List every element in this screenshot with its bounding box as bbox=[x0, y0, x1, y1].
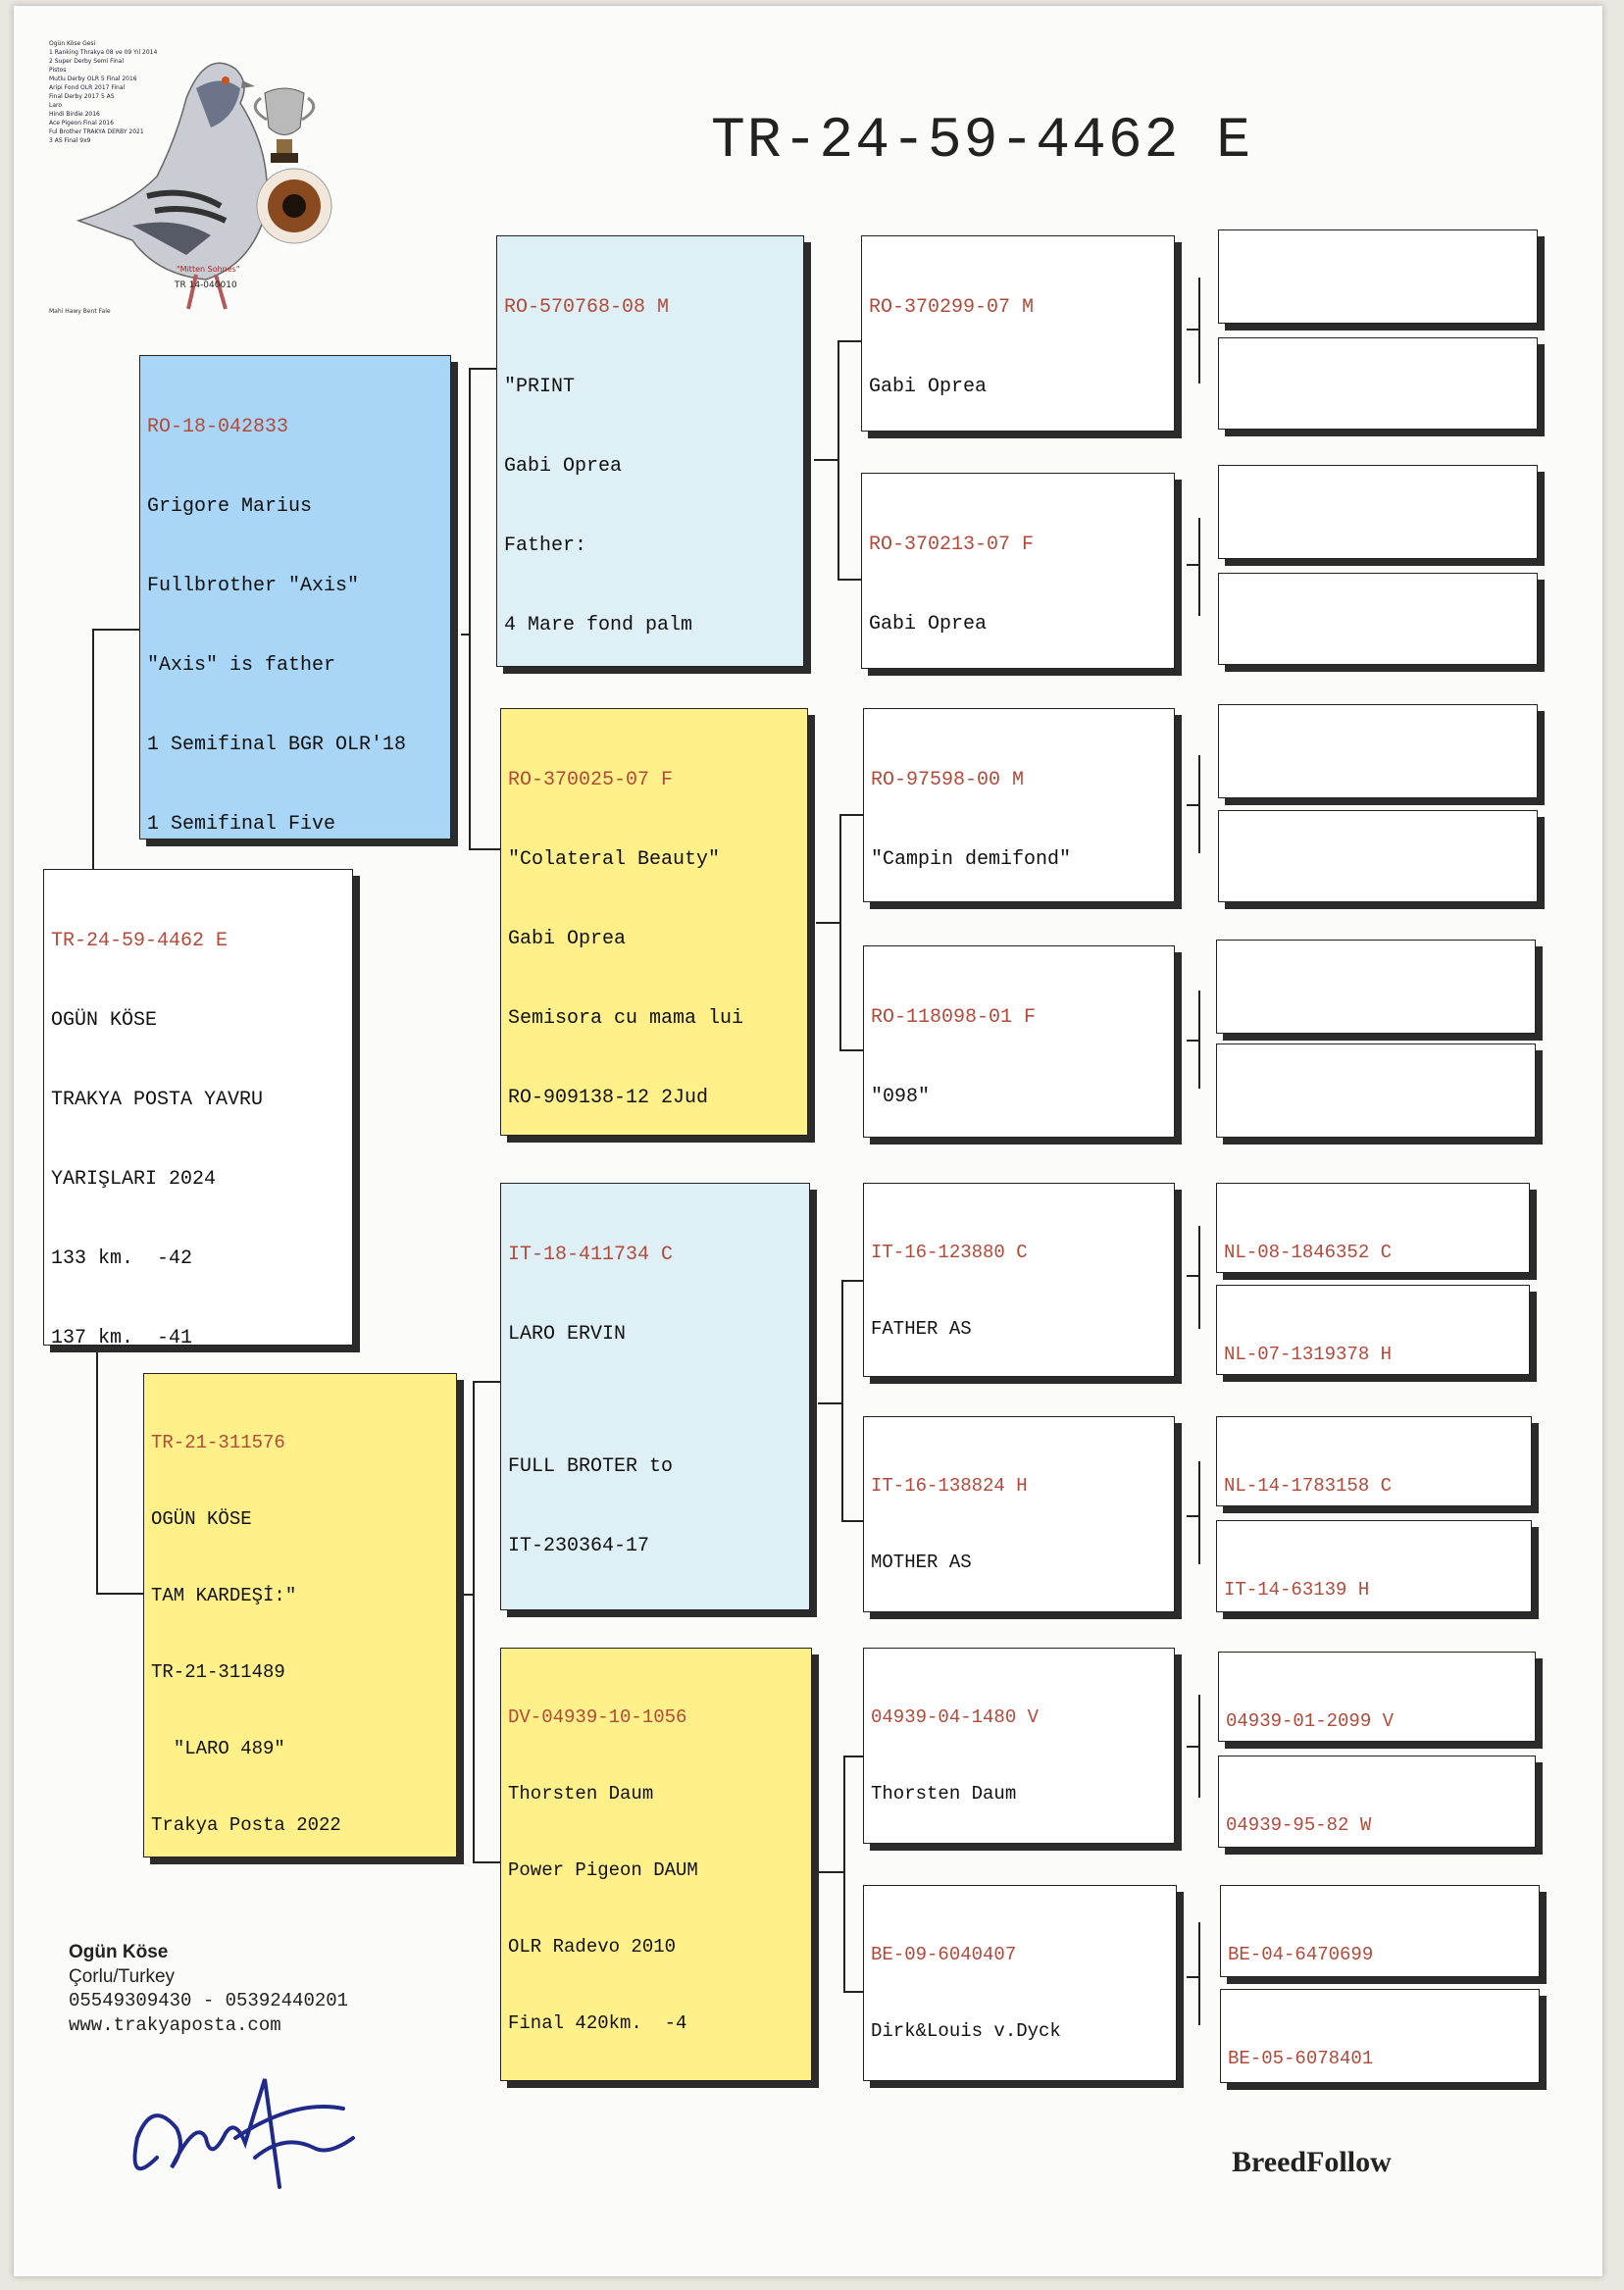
ring-number: RO-570768-08 M bbox=[504, 296, 670, 319]
breeder-phones: 05549309430 - 05392440201 bbox=[69, 1990, 349, 2011]
pedigree-box-sss[interactable] bbox=[861, 235, 1175, 432]
pedigree-box-gen4[interactable] bbox=[1218, 810, 1538, 902]
box-line: "Axis" is father bbox=[147, 654, 336, 677]
pedigree-box-gen4[interactable] bbox=[1216, 1183, 1530, 1273]
pedigree-box-gen4[interactable] bbox=[1220, 1885, 1540, 1977]
ring-number: IT-16-138824 H bbox=[871, 1475, 1028, 1497]
connector bbox=[1198, 518, 1200, 616]
ring-number: 04939-95-82 W bbox=[1226, 1814, 1372, 1836]
pedigree-box-gen4[interactable] bbox=[1218, 573, 1538, 665]
connector bbox=[1187, 564, 1200, 566]
breeder-city: Çorlu/Turkey bbox=[69, 1966, 176, 1987]
tiny-line: 1 Ranking Thrakya 08 ve 09 Yıl 2014 bbox=[49, 49, 158, 56]
connector bbox=[837, 579, 861, 581]
tiny-line: 3 AS Final 9x9 bbox=[49, 137, 91, 144]
connector bbox=[1187, 1040, 1200, 1042]
tiny-line: Final Derby 2017 5 AS bbox=[49, 93, 115, 100]
ring-number: 04939-01-2099 V bbox=[1226, 1710, 1395, 1732]
connector bbox=[839, 1049, 863, 1051]
pigeon-ring: TR 14-040010 bbox=[175, 280, 237, 290]
pedigree-box-gen4[interactable] bbox=[1220, 1989, 1540, 2083]
pedigree-box-sire[interactable] bbox=[139, 355, 451, 840]
tiny-line: 2 Super Derby Semi Final bbox=[49, 58, 125, 65]
pedigree-box-gen4[interactable] bbox=[1218, 1652, 1536, 1742]
pedigree-box-subject[interactable] bbox=[43, 869, 353, 1346]
tiny-line: Pistos bbox=[49, 67, 67, 74]
pedigree-box-gen4[interactable] bbox=[1216, 1416, 1532, 1506]
ring-number: NL-14-1783158 C bbox=[1224, 1475, 1393, 1497]
connector bbox=[1187, 329, 1200, 331]
box-line: Gabi Oprea bbox=[504, 455, 623, 478]
connector bbox=[473, 1381, 500, 1383]
box-line: "Campin demifond" bbox=[871, 848, 1072, 871]
box-line: 1 Semifinal Five bbox=[147, 813, 336, 836]
box-line: IT-230364-17 bbox=[508, 1535, 650, 1557]
pedigree-box-gen4[interactable] bbox=[1216, 1043, 1536, 1138]
pedigree-box-dd[interactable] bbox=[500, 1648, 812, 2081]
tiny-line: Ace Pigeon Final 2016 bbox=[49, 120, 114, 127]
pedigree-box-gen4[interactable] bbox=[1218, 229, 1538, 324]
connector bbox=[1187, 1746, 1200, 1748]
pedigree-box-gen4[interactable] bbox=[1216, 1520, 1532, 1612]
pedigree-box-gen4[interactable] bbox=[1218, 1756, 1536, 1848]
box-line: Father: bbox=[504, 534, 587, 557]
pedigree-box-gen4[interactable] bbox=[1218, 337, 1538, 430]
pedigree-box-dds[interactable] bbox=[863, 1648, 1175, 1844]
ring-number: BE-09-6040407 bbox=[871, 1944, 1017, 1965]
connector bbox=[818, 1871, 845, 1873]
ring-number: RO-97598-00 M bbox=[871, 769, 1025, 791]
pedigree-title: TR-24-59-4462 E bbox=[711, 110, 1253, 174]
connector bbox=[841, 1520, 863, 1522]
connector bbox=[96, 1593, 143, 1595]
ring-number: IT-18-411734 C bbox=[508, 1244, 674, 1266]
pedigree-box-gen4[interactable] bbox=[1218, 704, 1538, 798]
box-line: LARO ERVIN bbox=[508, 1323, 627, 1346]
box-line: Grigore Marius bbox=[147, 495, 313, 518]
pedigree-box-dsd[interactable] bbox=[863, 1416, 1175, 1612]
pigeon-eye-icon bbox=[257, 169, 331, 243]
breeder-name: Ogün Köse bbox=[69, 1942, 169, 1962]
connector bbox=[1187, 1275, 1200, 1277]
connector bbox=[814, 459, 839, 461]
box-line: "LARO 489" bbox=[151, 1738, 285, 1759]
box-line: "Colateral Beauty" bbox=[508, 848, 721, 871]
pigeon-name: "Mitten Sohnes" bbox=[177, 265, 240, 274]
connector bbox=[843, 1756, 863, 1757]
connector bbox=[92, 629, 94, 869]
pedigree-box-dam[interactable] bbox=[143, 1373, 457, 1857]
box-line: FATHER AS bbox=[871, 1318, 972, 1340]
box-line: 137 km. -41 bbox=[51, 1327, 193, 1346]
connector bbox=[1187, 1976, 1200, 1978]
connector bbox=[839, 814, 863, 816]
connector bbox=[469, 848, 500, 850]
connector bbox=[818, 1402, 843, 1404]
connector bbox=[1198, 278, 1200, 383]
box-line: 1 Semifinal BGR OLR'18 bbox=[147, 734, 407, 756]
box-line: Fullbrother "Axis" bbox=[147, 575, 360, 597]
connector bbox=[839, 814, 841, 1049]
brand-logo: BreedFollow bbox=[1232, 2146, 1392, 2178]
pedigree-box-ssd[interactable] bbox=[861, 473, 1175, 669]
ring-number: TR-21-311576 bbox=[151, 1432, 285, 1453]
pigeon-illustration bbox=[39, 29, 451, 324]
breeder-contact bbox=[69, 1940, 348, 2038]
box-line: Trakya Posta 2022 bbox=[151, 1814, 341, 1836]
ring-number: NL-07-1319378 H bbox=[1224, 1344, 1393, 1365]
connector bbox=[843, 1991, 863, 1993]
connector bbox=[92, 629, 139, 631]
connector bbox=[1198, 1922, 1200, 2025]
connector bbox=[837, 340, 861, 342]
connector bbox=[841, 1280, 863, 1282]
box-line: Gabi Oprea bbox=[869, 376, 988, 398]
box-line: Thorsten Daum bbox=[871, 1783, 1017, 1805]
tiny-line: Ogün Köse Gesi bbox=[49, 40, 96, 47]
box-line: TAM KARDEŞİ:" bbox=[151, 1585, 297, 1606]
ring-number: RO-118098-01 F bbox=[871, 1006, 1037, 1029]
box-line: "098" bbox=[871, 1086, 931, 1108]
ring-number: IT-16-123880 C bbox=[871, 1242, 1028, 1263]
pedigree-box-ds[interactable] bbox=[500, 1183, 810, 1610]
box-line: OLR Radevo 2010 bbox=[508, 1936, 677, 1958]
ring-number: TR-24-59-4462 E bbox=[51, 930, 228, 952]
ring-number: NL-08-1846352 C bbox=[1224, 1242, 1393, 1263]
box-line: 133 km. -42 bbox=[51, 1247, 193, 1270]
connector bbox=[1198, 1226, 1200, 1329]
ring-number: BE-05-6078401 bbox=[1228, 2048, 1374, 2069]
box-line: Gabi Oprea bbox=[869, 613, 988, 636]
ring-number: IT-14-63139 H bbox=[1224, 1579, 1370, 1601]
tiny-line: Mutlu Derby OLR 5 Final 2016 bbox=[49, 76, 137, 82]
pedigree-box-ddd[interactable] bbox=[863, 1885, 1177, 2081]
trophy-icon bbox=[255, 88, 314, 163]
pedigree-box-sdd[interactable] bbox=[863, 945, 1175, 1138]
box-line: Gabi Oprea bbox=[508, 928, 627, 950]
header-caption: Mahi Hawy Bent Fale bbox=[49, 308, 111, 315]
pedigree-box-sd[interactable] bbox=[500, 708, 808, 1136]
connector bbox=[841, 1280, 843, 1520]
ring-number: RO-18-042833 bbox=[147, 416, 289, 438]
connector bbox=[96, 1348, 98, 1593]
connector bbox=[469, 368, 471, 848]
tiny-line: Ful Brother TRAKYA DERBY 2021 bbox=[49, 128, 144, 135]
ring-number: RO-370299-07 M bbox=[869, 296, 1035, 319]
pedigree-box-sds[interactable] bbox=[863, 708, 1175, 902]
box-line: OGÜN KÖSE bbox=[51, 1009, 158, 1032]
box-line: FULL BROTER to bbox=[508, 1455, 674, 1478]
connector bbox=[1187, 1515, 1200, 1517]
box-line: YARIŞLARI 2024 bbox=[51, 1168, 217, 1191]
pedigree-box-gen4[interactable] bbox=[1216, 1285, 1530, 1375]
connector bbox=[473, 1381, 475, 1861]
header-card bbox=[39, 29, 451, 324]
pedigree-box-gen4[interactable] bbox=[1216, 940, 1536, 1034]
box-line: Final 420km. -4 bbox=[508, 2012, 687, 2034]
signature-image bbox=[118, 2040, 373, 2197]
box-line: Dirk&Louis v.Dyck bbox=[871, 2020, 1061, 2042]
tiny-line: Hindi Birdie 2016 bbox=[49, 111, 100, 118]
ring-number: BE-04-6470699 bbox=[1228, 1944, 1374, 1965]
box-line: MOTHER AS bbox=[871, 1552, 972, 1573]
pedigree-box-dss[interactable] bbox=[863, 1183, 1175, 1377]
box-line: Semisora cu mama lui bbox=[508, 1007, 744, 1030]
box-line: "PRINT bbox=[504, 376, 576, 398]
box-line: TRAKYA POSTA YAVRU bbox=[51, 1089, 264, 1111]
ring-number: 04939-04-1480 V bbox=[871, 1706, 1040, 1728]
pedigree-box-gen4[interactable] bbox=[1218, 465, 1538, 559]
connector bbox=[469, 368, 496, 370]
breeder-website[interactable]: www.trakyaposta.com bbox=[69, 2014, 281, 2036]
connector bbox=[461, 634, 471, 636]
connector bbox=[463, 1594, 475, 1596]
ring-number: RO-370025-07 F bbox=[508, 769, 674, 791]
ring-number: DV-04939-10-1056 bbox=[508, 1706, 687, 1728]
tiny-line: Laro bbox=[49, 102, 63, 109]
tiny-line: Aripi Fond OLR 2017 Final bbox=[49, 84, 126, 91]
box-line: Thorsten Daum bbox=[508, 1783, 654, 1805]
box-line: 4 Mare fond palm bbox=[504, 614, 693, 636]
box-line: Power Pigeon DAUM bbox=[508, 1859, 698, 1881]
connector bbox=[1198, 1461, 1200, 1564]
connector bbox=[1187, 804, 1200, 806]
ring-number: RO-370213-07 F bbox=[869, 534, 1035, 556]
box-line: RO-909138-12 2Jud bbox=[508, 1087, 709, 1109]
connector bbox=[843, 1756, 845, 1991]
connector bbox=[816, 922, 841, 924]
pedigree-box-ss[interactable] bbox=[496, 235, 804, 667]
box-line: OGÜN KÖSE bbox=[151, 1508, 252, 1530]
box-line: TR-21-311489 bbox=[151, 1661, 285, 1683]
